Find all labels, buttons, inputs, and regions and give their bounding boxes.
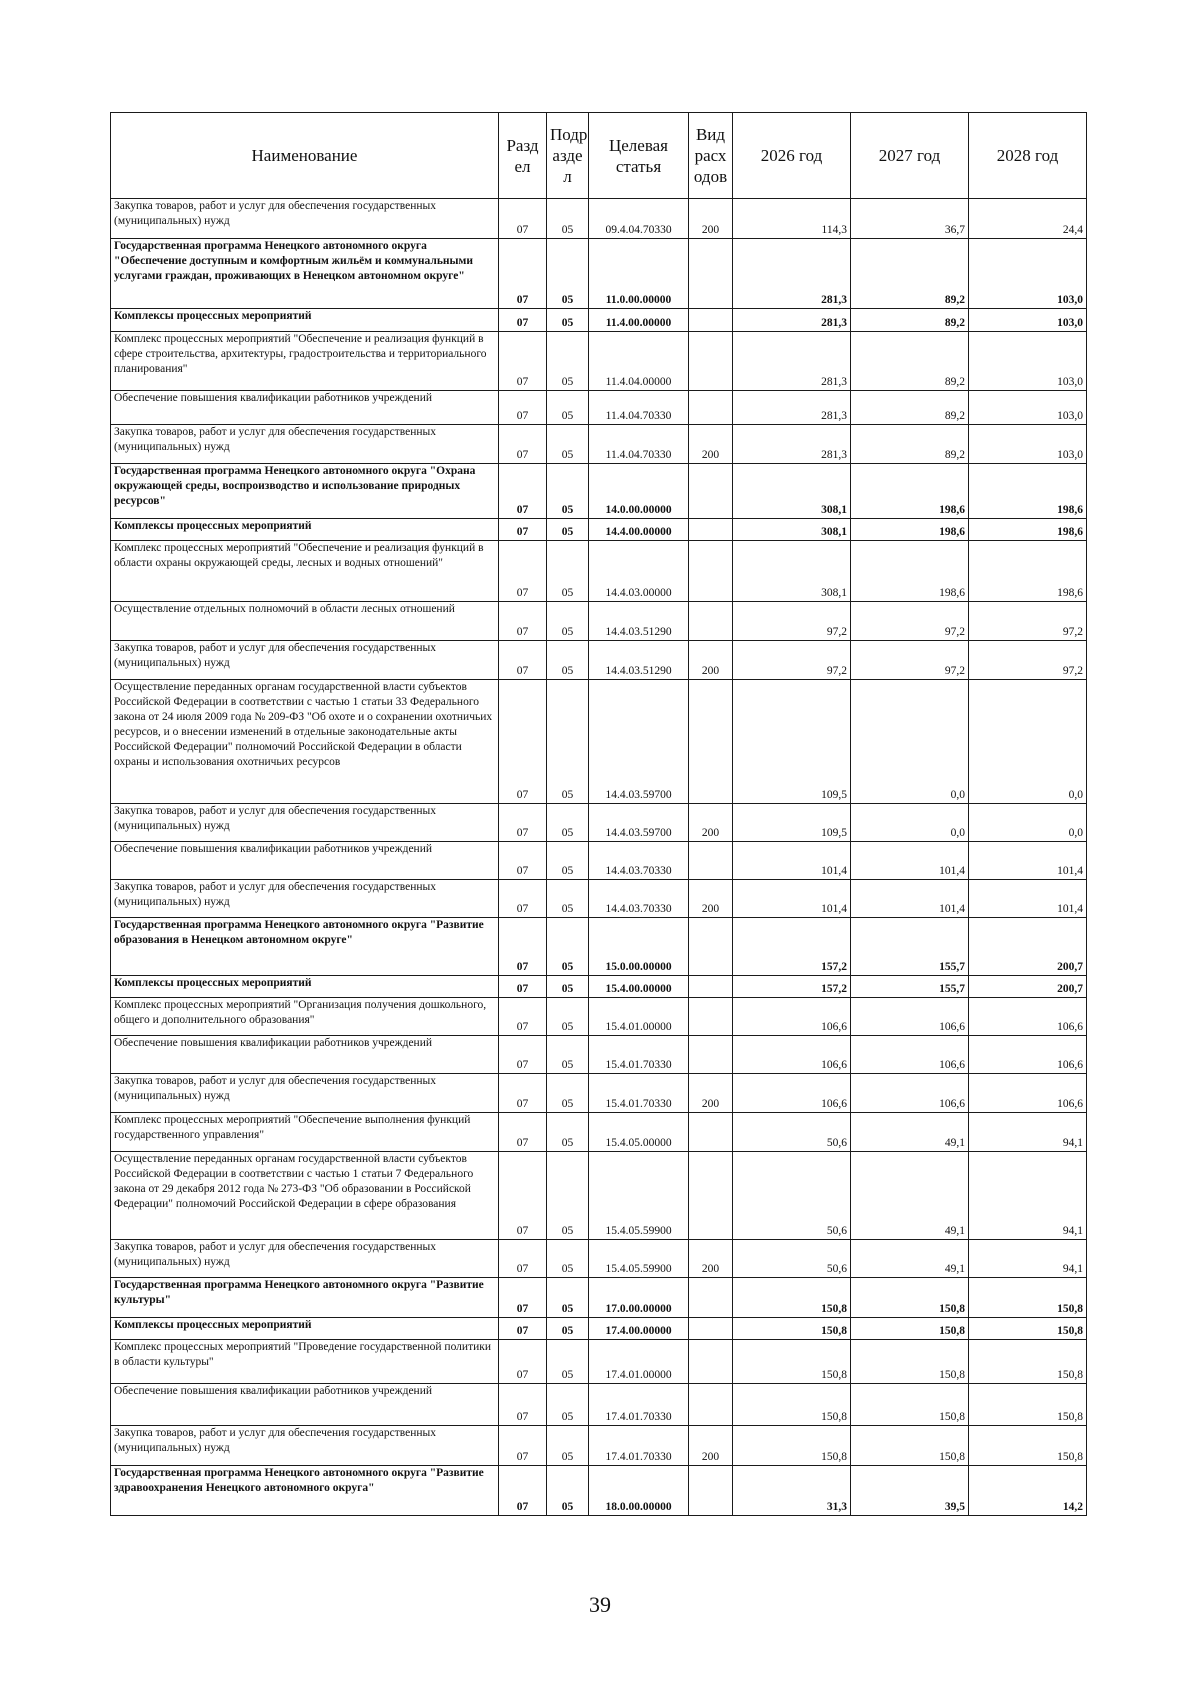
row-name: Закупка товаров, работ и услуг для обеспечения государственных (муниципальных) нужд <box>111 1240 499 1278</box>
row-razdel: 07 <box>499 309 547 332</box>
table-row <box>111 332 1087 391</box>
row-value-2026: 97,2 <box>733 641 851 680</box>
row-value-2028: 150,8 <box>969 1426 1087 1466</box>
table-row <box>111 1278 1087 1318</box>
row-vid <box>689 1152 733 1240</box>
table-row <box>111 918 1087 976</box>
row-value-2028: 24,4 <box>969 199 1087 239</box>
row-value-2028: 103,0 <box>969 425 1087 464</box>
row-value-2027: 155,7 <box>851 976 969 998</box>
table-row <box>111 1466 1087 1516</box>
row-name: Комплексы процессных мероприятий <box>111 309 499 332</box>
row-value-2028: 198,6 <box>969 541 1087 602</box>
row-podrazdel: 05 <box>547 1340 589 1384</box>
row-name: Закупка товаров, работ и услуг для обеспечения государственных (муниципальных) нужд <box>111 804 499 842</box>
row-value-2026: 308,1 <box>733 519 851 541</box>
row-razdel: 07 <box>499 519 547 541</box>
table-row <box>111 842 1087 880</box>
row-value-2027: 106,6 <box>851 1036 969 1074</box>
row-vid <box>689 464 733 519</box>
row-vid: 200 <box>689 1426 733 1466</box>
table-row <box>111 1113 1087 1152</box>
row-podrazdel: 05 <box>547 425 589 464</box>
table-row <box>111 1036 1087 1074</box>
row-podrazdel: 05 <box>547 1384 589 1426</box>
row-value-2026: 106,6 <box>733 1074 851 1113</box>
row-podrazdel: 05 <box>547 976 589 998</box>
row-value-2028: 94,1 <box>969 1152 1087 1240</box>
row-value-2028: 0,0 <box>969 680 1087 804</box>
row-vid <box>689 332 733 391</box>
row-celevaya: 15.4.01.00000 <box>589 998 689 1036</box>
row-value-2026: 97,2 <box>733 602 851 641</box>
row-value-2028: 14,2 <box>969 1466 1087 1516</box>
row-podrazdel: 05 <box>547 1036 589 1074</box>
row-celevaya: 15.4.01.70330 <box>589 1036 689 1074</box>
row-celevaya: 11.4.04.70330 <box>589 425 689 464</box>
row-value-2027: 106,6 <box>851 1074 969 1113</box>
row-value-2026: 281,3 <box>733 391 851 425</box>
row-podrazdel: 05 <box>547 680 589 804</box>
budget-table <box>110 112 1087 1516</box>
row-name: Комплексы процессных мероприятий <box>111 1318 499 1340</box>
table-row <box>111 998 1087 1036</box>
row-vid <box>689 1466 733 1516</box>
row-vid <box>689 1318 733 1340</box>
row-podrazdel: 05 <box>547 1074 589 1113</box>
row-value-2027: 97,2 <box>851 641 969 680</box>
row-vid <box>689 519 733 541</box>
row-value-2027: 155,7 <box>851 918 969 976</box>
row-razdel: 07 <box>499 1074 547 1113</box>
row-celevaya: 18.0.00.00000 <box>589 1466 689 1516</box>
row-podrazdel: 05 <box>547 464 589 519</box>
row-value-2027: 198,6 <box>851 519 969 541</box>
row-value-2026: 150,8 <box>733 1384 851 1426</box>
row-celevaya: 15.4.05.00000 <box>589 1113 689 1152</box>
row-value-2027: 101,4 <box>851 842 969 880</box>
row-value-2027: 150,8 <box>851 1384 969 1426</box>
table-row <box>111 541 1087 602</box>
row-name: Обеспечение повышения квалификации работников учреждений <box>111 391 499 425</box>
row-value-2028: 94,1 <box>969 1113 1087 1152</box>
row-celevaya: 17.4.01.70330 <box>589 1384 689 1426</box>
row-value-2026: 150,8 <box>733 1426 851 1466</box>
row-vid <box>689 1278 733 1318</box>
row-razdel: 07 <box>499 976 547 998</box>
row-podrazdel: 05 <box>547 918 589 976</box>
row-vid <box>689 1113 733 1152</box>
row-value-2026: 31,3 <box>733 1466 851 1516</box>
row-value-2026: 109,5 <box>733 680 851 804</box>
row-podrazdel: 05 <box>547 842 589 880</box>
row-value-2028: 150,8 <box>969 1318 1087 1340</box>
row-razdel: 07 <box>499 1426 547 1466</box>
row-name: Комплекс процессных мероприятий "Обеспечение и реализация функций в области охраны окружающей среды, лесных и водных отношений" <box>111 541 499 602</box>
row-value-2027: 0,0 <box>851 804 969 842</box>
table-row <box>111 199 1087 239</box>
row-value-2027: 39,5 <box>851 1466 969 1516</box>
row-value-2026: 50,6 <box>733 1113 851 1152</box>
row-value-2027: 89,2 <box>851 239 969 309</box>
row-celevaya: 11.4.04.70330 <box>589 391 689 425</box>
row-razdel: 07 <box>499 391 547 425</box>
row-celevaya: 11.0.00.00000 <box>589 239 689 309</box>
row-podrazdel: 05 <box>547 519 589 541</box>
row-value-2028: 198,6 <box>969 519 1087 541</box>
table-row <box>111 976 1087 998</box>
row-value-2028: 101,4 <box>969 880 1087 918</box>
header-podrazdel: Подр азде л <box>547 113 589 199</box>
row-razdel: 07 <box>499 1113 547 1152</box>
table-row <box>111 1074 1087 1113</box>
table-row <box>111 804 1087 842</box>
row-celevaya: 14.0.00.00000 <box>589 464 689 519</box>
row-podrazdel: 05 <box>547 1113 589 1152</box>
table-row <box>111 425 1087 464</box>
row-value-2028: 94,1 <box>969 1240 1087 1278</box>
header-2026: 2026 год <box>733 113 851 199</box>
header-name: Наименование <box>111 113 499 199</box>
row-value-2026: 114,3 <box>733 199 851 239</box>
row-razdel: 07 <box>499 1240 547 1278</box>
row-celevaya: 11.4.00.00000 <box>589 309 689 332</box>
row-value-2027: 89,2 <box>851 391 969 425</box>
row-value-2026: 106,6 <box>733 998 851 1036</box>
row-name: Государственная программа Ненецкого автономного округа "Развитие образования в Ненецком автономном округе" <box>111 918 499 976</box>
row-name: Закупка товаров, работ и услуг для обеспечения государственных (муниципальных) нужд <box>111 880 499 918</box>
row-vid <box>689 1036 733 1074</box>
table-row <box>111 1384 1087 1426</box>
row-value-2027: 49,1 <box>851 1240 969 1278</box>
row-celevaya: 14.4.03.51290 <box>589 602 689 641</box>
row-podrazdel: 05 <box>547 1466 589 1516</box>
row-podrazdel: 05 <box>547 1240 589 1278</box>
row-name: Осуществление переданных органам государственной власти субъектов Российской Федерации в соответствии с частью 1 статьи 7 Федерального закона от 29 декабря 2012 года № 273-ФЗ "Об образовании в Российской Федерации" полномочий Российской Федерации в сфере образования <box>111 1152 499 1240</box>
table-row <box>111 1152 1087 1240</box>
row-name: Обеспечение повышения квалификации работников учреждений <box>111 842 499 880</box>
row-celevaya: 11.4.04.00000 <box>589 332 689 391</box>
row-vid <box>689 239 733 309</box>
row-vid: 200 <box>689 1240 733 1278</box>
table-row <box>111 519 1087 541</box>
row-celevaya: 17.4.00.00000 <box>589 1318 689 1340</box>
row-name: Комплекс процессных мероприятий "Проведение государственной политики в области культуры" <box>111 1340 499 1384</box>
row-value-2027: 36,7 <box>851 199 969 239</box>
row-value-2027: 198,6 <box>851 541 969 602</box>
row-razdel: 07 <box>499 1036 547 1074</box>
row-value-2028: 106,6 <box>969 1036 1087 1074</box>
row-value-2028: 103,0 <box>969 391 1087 425</box>
row-value-2028: 150,8 <box>969 1340 1087 1384</box>
row-value-2026: 109,5 <box>733 804 851 842</box>
row-name: Обеспечение повышения квалификации работников учреждений <box>111 1384 499 1426</box>
row-podrazdel: 05 <box>547 641 589 680</box>
row-razdel: 07 <box>499 918 547 976</box>
row-razdel: 07 <box>499 1384 547 1426</box>
row-vid: 200 <box>689 880 733 918</box>
row-value-2027: 101,4 <box>851 880 969 918</box>
row-celevaya: 14.4.03.59700 <box>589 680 689 804</box>
row-value-2027: 49,1 <box>851 1152 969 1240</box>
row-value-2027: 89,2 <box>851 309 969 332</box>
row-name: Закупка товаров, работ и услуг для обеспечения государственных (муниципальных) нужд <box>111 1426 499 1466</box>
row-value-2027: 150,8 <box>851 1278 969 1318</box>
row-razdel: 07 <box>499 1318 547 1340</box>
row-vid: 200 <box>689 804 733 842</box>
row-name: Комплекс процессных мероприятий "Обеспечение и реализация функций в сфере строительства, архитектуры, градостроительства и территориального планирования" <box>111 332 499 391</box>
row-podrazdel: 05 <box>547 239 589 309</box>
row-name: Закупка товаров, работ и услуг для обеспечения государственных (муниципальных) нужд <box>111 425 499 464</box>
table-row <box>111 602 1087 641</box>
row-razdel: 07 <box>499 239 547 309</box>
row-vid <box>689 918 733 976</box>
row-value-2028: 101,4 <box>969 842 1087 880</box>
row-podrazdel: 05 <box>547 1278 589 1318</box>
row-podrazdel: 05 <box>547 309 589 332</box>
row-podrazdel: 05 <box>547 998 589 1036</box>
row-value-2026: 150,8 <box>733 1340 851 1384</box>
row-podrazdel: 05 <box>547 602 589 641</box>
row-razdel: 07 <box>499 680 547 804</box>
page-number: 39 <box>589 1592 611 1617</box>
header-2028: 2028 год <box>969 113 1087 199</box>
row-podrazdel: 05 <box>547 1152 589 1240</box>
row-podrazdel: 05 <box>547 1318 589 1340</box>
row-vid <box>689 602 733 641</box>
row-vid: 200 <box>689 641 733 680</box>
header-razdel: Разд ел <box>499 113 547 199</box>
row-name: Государственная программа Ненецкого автономного округа "Охрана окружающей среды, воспроизводство и использование природных ресурсов" <box>111 464 499 519</box>
row-value-2026: 157,2 <box>733 918 851 976</box>
row-value-2028: 106,6 <box>969 998 1087 1036</box>
row-value-2026: 101,4 <box>733 842 851 880</box>
table-row <box>111 464 1087 519</box>
row-razdel: 07 <box>499 425 547 464</box>
row-value-2028: 97,2 <box>969 602 1087 641</box>
row-value-2026: 50,6 <box>733 1240 851 1278</box>
row-value-2027: 198,6 <box>851 464 969 519</box>
row-celevaya: 14.4.03.70330 <box>589 880 689 918</box>
row-celevaya: 15.4.05.59900 <box>589 1240 689 1278</box>
row-razdel: 07 <box>499 1152 547 1240</box>
table-row <box>111 309 1087 332</box>
row-razdel: 07 <box>499 1466 547 1516</box>
row-name: Осуществление переданных органам государственной власти субъектов Российской Федерации в соответствии с частью 1 статьи 33 Федерального закона от 24 июля 2009 года № 209-ФЗ "Об охоте и о сохранении охотничьих ресурсов, и о внесении изменений в отдельные законодательные акты Российской Федерации" полномочий Российской Федерации в области охраны и использования охотничьих ресурсов <box>111 680 499 804</box>
table-body <box>111 199 1087 1516</box>
row-name: Обеспечение повышения квалификации работников учреждений <box>111 1036 499 1074</box>
row-podrazdel: 05 <box>547 199 589 239</box>
row-razdel: 07 <box>499 602 547 641</box>
row-vid <box>689 1384 733 1426</box>
row-name: Закупка товаров, работ и услуг для обеспечения государственных (муниципальных) нужд <box>111 1074 499 1113</box>
row-value-2027: 49,1 <box>851 1113 969 1152</box>
row-name: Государственная программа Ненецкого автономного округа "Обеспечение доступным и комфортным жильём и коммунальными услугами граждан, проживающих в Ненецком автономном округе" <box>111 239 499 309</box>
row-celevaya: 17.0.00.00000 <box>589 1278 689 1318</box>
row-razdel: 07 <box>499 880 547 918</box>
row-razdel: 07 <box>499 1278 547 1318</box>
row-value-2028: 150,8 <box>969 1278 1087 1318</box>
row-value-2028: 198,6 <box>969 464 1087 519</box>
table-row <box>111 1318 1087 1340</box>
row-name: Комплексы процессных мероприятий <box>111 976 499 998</box>
row-razdel: 07 <box>499 199 547 239</box>
row-value-2026: 308,1 <box>733 464 851 519</box>
row-value-2028: 103,0 <box>969 332 1087 391</box>
row-vid: 200 <box>689 425 733 464</box>
row-value-2028: 200,7 <box>969 976 1087 998</box>
row-value-2026: 281,3 <box>733 309 851 332</box>
row-value-2026: 308,1 <box>733 541 851 602</box>
row-value-2026: 50,6 <box>733 1152 851 1240</box>
row-value-2026: 150,8 <box>733 1318 851 1340</box>
row-value-2027: 150,8 <box>851 1340 969 1384</box>
row-vid <box>689 998 733 1036</box>
row-name: Комплексы процессных мероприятий <box>111 519 499 541</box>
row-name: Осуществление отдельных полномочий в области лесных отношений <box>111 602 499 641</box>
table-row <box>111 1240 1087 1278</box>
row-podrazdel: 05 <box>547 391 589 425</box>
row-value-2027: 97,2 <box>851 602 969 641</box>
row-name: Комплекс процессных мероприятий "Обеспечение выполнения функций государственного управления" <box>111 1113 499 1152</box>
row-celevaya: 15.0.00.00000 <box>589 918 689 976</box>
row-value-2026: 281,3 <box>733 332 851 391</box>
row-value-2026: 150,8 <box>733 1278 851 1318</box>
row-value-2026: 101,4 <box>733 880 851 918</box>
row-razdel: 07 <box>499 641 547 680</box>
row-name: Закупка товаров, работ и услуг для обеспечения государственных (муниципальных) нужд <box>111 199 499 239</box>
row-podrazdel: 05 <box>547 880 589 918</box>
row-value-2027: 106,6 <box>851 998 969 1036</box>
row-razdel: 07 <box>499 541 547 602</box>
row-vid <box>689 680 733 804</box>
row-vid <box>689 309 733 332</box>
row-podrazdel: 05 <box>547 1426 589 1466</box>
row-value-2027: 89,2 <box>851 425 969 464</box>
table-row <box>111 391 1087 425</box>
row-celevaya: 17.4.01.70330 <box>589 1426 689 1466</box>
row-vid <box>689 541 733 602</box>
row-name: Государственная программа Ненецкого автономного округа "Развитие здравоохранения Ненецкого автономного округа" <box>111 1466 499 1516</box>
row-value-2026: 157,2 <box>733 976 851 998</box>
table-row <box>111 239 1087 309</box>
row-value-2027: 0,0 <box>851 680 969 804</box>
row-podrazdel: 05 <box>547 332 589 391</box>
row-celevaya: 15.4.00.00000 <box>589 976 689 998</box>
row-celevaya: 15.4.01.70330 <box>589 1074 689 1113</box>
row-vid: 200 <box>689 1074 733 1113</box>
row-razdel: 07 <box>499 842 547 880</box>
row-name: Государственная программа Ненецкого автономного округа "Развитие культуры" <box>111 1278 499 1318</box>
row-value-2028: 103,0 <box>969 239 1087 309</box>
row-podrazdel: 05 <box>547 804 589 842</box>
row-celevaya: 14.4.03.51290 <box>589 641 689 680</box>
row-name: Закупка товаров, работ и услуг для обеспечения государственных (муниципальных) нужд <box>111 641 499 680</box>
table-row <box>111 680 1087 804</box>
row-celevaya: 17.4.01.00000 <box>589 1340 689 1384</box>
row-razdel: 07 <box>499 804 547 842</box>
row-value-2027: 150,8 <box>851 1426 969 1466</box>
row-value-2028: 200,7 <box>969 918 1087 976</box>
row-celevaya: 14.4.03.59700 <box>589 804 689 842</box>
row-celevaya: 09.4.04.70330 <box>589 199 689 239</box>
header-vid: Вид расх одов <box>689 113 733 199</box>
row-podrazdel: 05 <box>547 541 589 602</box>
row-vid <box>689 1340 733 1384</box>
row-celevaya: 14.4.00.00000 <box>589 519 689 541</box>
header-celevaya: Целевая статья <box>589 113 689 199</box>
row-value-2028: 103,0 <box>969 309 1087 332</box>
row-value-2028: 97,2 <box>969 641 1087 680</box>
row-celevaya: 14.4.03.00000 <box>589 541 689 602</box>
row-value-2027: 150,8 <box>851 1318 969 1340</box>
row-value-2026: 106,6 <box>733 1036 851 1074</box>
row-name: Комплекс процессных мероприятий "Организация получения дошкольного, общего и дополнительного образования" <box>111 998 499 1036</box>
row-value-2028: 150,8 <box>969 1384 1087 1426</box>
row-celevaya: 15.4.05.59900 <box>589 1152 689 1240</box>
row-vid: 200 <box>689 199 733 239</box>
row-razdel: 07 <box>499 998 547 1036</box>
table-row <box>111 641 1087 680</box>
row-razdel: 07 <box>499 1340 547 1384</box>
row-value-2026: 281,3 <box>733 239 851 309</box>
row-vid <box>689 842 733 880</box>
table-row <box>111 1340 1087 1384</box>
row-value-2027: 89,2 <box>851 332 969 391</box>
row-value-2028: 106,6 <box>969 1074 1087 1113</box>
header-2027: 2027 год <box>851 113 969 199</box>
row-value-2026: 281,3 <box>733 425 851 464</box>
row-vid <box>689 391 733 425</box>
row-celevaya: 14.4.03.70330 <box>589 842 689 880</box>
table-row <box>111 1426 1087 1466</box>
row-value-2028: 0,0 <box>969 804 1087 842</box>
table-row <box>111 880 1087 918</box>
row-razdel: 07 <box>499 332 547 391</box>
row-vid <box>689 976 733 998</box>
table-header-row <box>111 113 1087 199</box>
row-razdel: 07 <box>499 464 547 519</box>
